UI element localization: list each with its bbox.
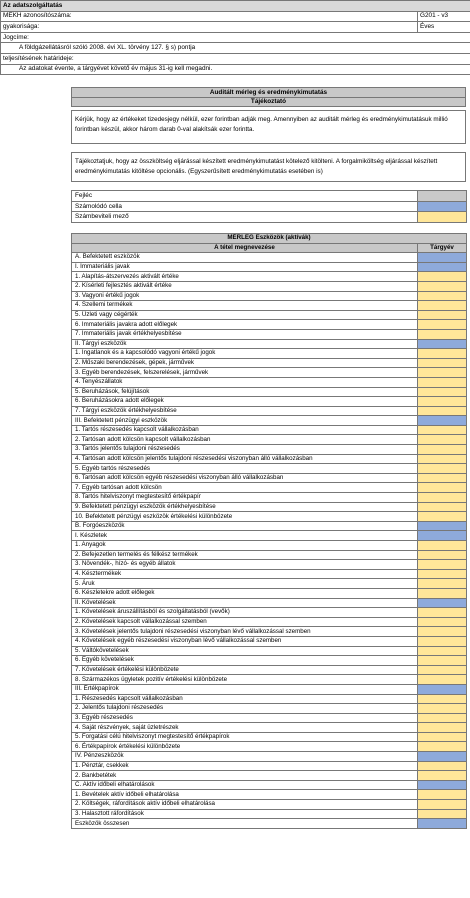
row-label: 3. Halasztott ráfordítások [72,809,418,819]
input-cell[interactable] [418,732,467,742]
row-label: 3. Tartós jelentős tulajdoni részesedés [72,445,418,455]
row-label: 4. Tenyészállatok [72,377,418,387]
row-label: 1. Anyagok [72,541,418,551]
input-cell[interactable] [418,646,467,656]
input-cell[interactable] [418,387,467,397]
table-row [72,320,467,330]
input-cell[interactable] [418,502,467,512]
deadline-label: teljesítésének határideje: [1,53,470,64]
table-row [72,780,467,790]
table-row [72,387,467,397]
input-cell[interactable] [418,636,467,646]
table-row [72,454,467,464]
table-row [72,732,467,742]
table-row [72,464,467,474]
info-paragraph-units: Kérjük, hogy az értékeket tizedesjegy nélkül, ezer forintban adják meg. Amennyiben az auditált mérleg és eredménykimutatásuk millió forintban készül, akkor három darab 0-val alakítsák ezer forintta. [75,116,448,133]
row-label: 2. Bankbetétek [72,771,418,781]
row-label: I. Készletek [72,531,418,541]
input-cell[interactable] [418,579,467,589]
input-cell[interactable] [418,329,467,339]
input-cell[interactable] [418,464,467,474]
row-label: 1. Ingatlanok és a kapcsolódó vagyoni értékű jogok [72,349,418,359]
info-box-method [71,152,466,182]
input-cell[interactable] [418,425,467,435]
table-row [72,291,467,301]
computed-cell [418,598,467,608]
row-label: 5. Üzleti vagy cégérték [72,310,418,320]
input-cell[interactable] [418,560,467,570]
input-cell[interactable] [418,541,467,551]
input-cell[interactable] [418,445,467,455]
input-cell[interactable] [418,550,467,560]
table-row [72,416,467,426]
table-row [72,473,467,483]
table-title: MÉRLEG Eszközök (aktívák) [72,234,467,244]
table-row [72,694,467,704]
row-label: 5. Beruházások, felújítások [72,387,418,397]
row-label: 2. Költségek, ráfordítások aktív időbeli elhatárolása [72,800,418,810]
computed-cell [418,684,467,694]
computed-cell [418,253,467,263]
input-cell[interactable] [418,608,467,618]
legend-computed-swatch [418,201,467,212]
input-cell[interactable] [418,665,467,675]
row-label: 3. Egyéb berendezések, felszerelések, járművek [72,368,418,378]
computed-cell [418,752,467,762]
input-cell[interactable] [418,569,467,579]
header-title: Az adatszolgáltatás [1,1,470,12]
info-paragraph-method: Tájékoztatjuk, hogy az összköltség eljárással készített eredménykimutatást kötelező kitölteni. A forgalmiköltség eljárással készített eredménykimutatás kitöltése opcionális. (Egyszerűsített eredménykimutatás esetében is) [75,158,438,175]
header-table [0,0,470,75]
row-label: A. Befektetett eszközök [72,253,418,263]
table-row [72,531,467,541]
row-label: 5. Áruk [72,579,418,589]
row-label: 1. Bevételek aktív időbeli elhatárolása [72,790,418,800]
table-row [72,272,467,282]
input-cell[interactable] [418,790,467,800]
table-row [72,675,467,685]
row-label: 1. Pénztár, csekkek [72,761,418,771]
table-row [72,262,467,272]
table-row [72,771,467,781]
legend-input-label: Számbeviteli mező [72,212,418,223]
input-cell[interactable] [418,809,467,819]
row-label: 10. Befektetett pénzügyi eszközök értékelési különbözete [72,512,418,522]
row-label: 4. Szellemi termékek [72,301,418,311]
input-cell[interactable] [418,397,467,407]
table-row [72,665,467,675]
table-row [72,809,467,819]
row-label: 2. Tartósan adott kölcsön kapcsolt vállalkozásban [72,435,418,445]
table-row [72,253,467,263]
section-header [71,87,466,107]
row-label: I. Immateriális javak [72,262,418,272]
row-label: 5. Egyéb tartós részesedés [72,464,418,474]
input-cell[interactable] [418,694,467,704]
mekh-id-label: MEKH azonosítószáma: [1,11,418,22]
column-header-value: Tárgyév [418,243,467,253]
row-label: 3. Növendék-, hízó- és egyéb állatok [72,560,418,570]
input-cell[interactable] [418,291,467,301]
row-label: 7. Tárgyi eszközök értékhelyesbítése [72,406,418,416]
legend-input-swatch [418,212,467,223]
table-row [72,819,467,829]
input-cell[interactable] [418,310,467,320]
table-row [72,598,467,608]
table-row [72,425,467,435]
input-cell[interactable] [418,368,467,378]
row-label: II. Követelések [72,598,418,608]
row-label: 6. Beruházásokra adott előlegek [72,397,418,407]
table-row [72,445,467,455]
legal-basis-label: Jogcíme: [1,32,470,43]
row-label: 3. Követelések jelentős tulajdoni részesedési viszonyban lévő vállalkozással szemben [72,627,418,637]
table-row [72,656,467,666]
legend-computed-label: Számolódó cella [72,201,418,212]
row-label: 2. Kísérleti fejlesztés aktivált értéke [72,281,418,291]
table-row [72,483,467,493]
table-row [72,800,467,810]
input-cell[interactable] [418,771,467,781]
input-cell[interactable] [418,406,467,416]
row-label: 8. Származékos ügyletek pozitív értékelési különbözete [72,675,418,685]
table-row [72,406,467,416]
input-cell[interactable] [418,349,467,359]
section-subtitle: Tájékoztató [72,97,466,107]
row-label: 9. Befektetett pénzügyi eszközök értékhelyesbítése [72,502,418,512]
row-label: 2. Követelések kapcsolt vállalkozással szemben [72,617,418,627]
input-cell[interactable] [418,358,467,368]
computed-cell [418,780,467,790]
input-cell[interactable] [418,301,467,311]
row-label: 4. Tartósan adott kölcsön jelentős tulajdoni részesedési viszonyban álló vállalkozásban [72,454,418,464]
table-row [72,761,467,771]
table-row [72,636,467,646]
row-label: Eszközök összesen [72,819,418,829]
table-row [72,493,467,503]
row-label: 5. Váltókövetelések [72,646,418,656]
row-label: 6. Egyéb követelések [72,656,418,666]
input-cell[interactable] [418,483,467,493]
table-row [72,541,467,551]
row-label: 7. Követelések értékelési különbözete [72,665,418,675]
table-row [72,512,467,522]
row-label: 6. Tartósan adott kölcsön egyéb részesedési viszonyban álló vállalkozásban [72,473,418,483]
computed-cell [418,531,467,541]
input-cell[interactable] [418,377,467,387]
table-row [72,550,467,560]
table-row [72,752,467,762]
table-row [72,704,467,714]
row-label: 2. Jelentős tulajdoni részesedés [72,704,418,714]
table-row [72,617,467,627]
row-label: III. Értékpapírok [72,684,418,694]
table-row [72,368,467,378]
table-row [72,301,467,311]
table-row [72,521,467,531]
legend-header-swatch [418,191,467,202]
row-label: 1. Alapítás-átszervezés aktivált értéke [72,272,418,282]
legend [71,190,467,223]
table-row [72,790,467,800]
computed-cell [418,262,467,272]
table-row [72,646,467,656]
row-label: 4. Késztermékek [72,569,418,579]
input-cell[interactable] [418,742,467,752]
info-box-units [71,110,466,144]
row-label: 7. Immateriális javak értékhelyesbítése [72,329,418,339]
table-row [72,742,467,752]
row-label: 6. Értékpapírok értékelési különbözete [72,742,418,752]
row-label: III. Befektetett pénzügyi eszközök [72,416,418,426]
legal-basis-text: A földgázellátásról szóló 2008. évi XL. törvény 127. § s) pontja [1,43,470,54]
computed-cell [418,339,467,349]
input-cell[interactable] [418,713,467,723]
row-label: II. Tárgyi eszközök [72,339,418,349]
table-row [72,608,467,618]
input-cell[interactable] [418,617,467,627]
table-row [72,349,467,359]
row-label: 6. Készletekre adott előlegek [72,588,418,598]
input-cell[interactable] [418,588,467,598]
balance-sheet-table [71,233,467,829]
table-row [72,569,467,579]
table-row [72,310,467,320]
legend-header-label: Fejléc [72,191,418,202]
table-row [72,281,467,291]
input-cell[interactable] [418,435,467,445]
input-cell[interactable] [418,761,467,771]
input-cell[interactable] [418,704,467,714]
mekh-id-value: G201 - v3 [418,11,470,22]
row-label: 4. Saját részvények, saját üzletrészek [72,723,418,733]
input-cell[interactable] [418,281,467,291]
frequency-value: Éves [418,22,470,33]
input-cell[interactable] [418,627,467,637]
input-cell[interactable] [418,320,467,330]
row-label: 8. Tartós hitelviszonyt megtestesítő értékpapír [72,493,418,503]
table-row [72,377,467,387]
row-label: 3. Egyéb részesedés [72,713,418,723]
table-row [72,713,467,723]
table-row [72,358,467,368]
row-label: 2. Műszaki berendezések, gépek, járművek [72,358,418,368]
table-row [72,502,467,512]
row-label: 6. Immateriális javakra adott előlegek [72,320,418,330]
row-label: 1. Részesedés kapcsolt vállalkozásban [72,694,418,704]
row-label: 1. Követelések áruszállításból és szolgáltatásból (vevők) [72,608,418,618]
input-cell[interactable] [418,723,467,733]
table-row [72,329,467,339]
row-label: 1. Tartós részesedés kapcsolt vállalkozásban [72,425,418,435]
table-row [72,435,467,445]
table-row [72,560,467,570]
section-title: Auditált mérleg és eredménykimutatás [72,88,466,98]
computed-cell [418,416,467,426]
row-label: 2. Befejezetlen termelés és félkész termékek [72,550,418,560]
computed-cell [418,819,467,829]
input-cell[interactable] [418,512,467,522]
frequency-label: gyakorisága: [1,22,418,33]
input-cell[interactable] [418,800,467,810]
input-cell[interactable] [418,675,467,685]
input-cell[interactable] [418,454,467,464]
table-row [72,397,467,407]
row-label: 3. Vagyoni értékű jogok [72,291,418,301]
deadline-text: Az adatokat évente, a tárgyévet követő év május 31-ig kell megadni. [1,64,470,75]
input-cell[interactable] [418,656,467,666]
table-row [72,723,467,733]
table-row [72,579,467,589]
row-label: B. Forgóeszközök [72,521,418,531]
input-cell[interactable] [418,473,467,483]
row-label: 4. Követelések egyéb részesedési viszonyban lévő vállalkozással szemben [72,636,418,646]
table-row [72,339,467,349]
row-label: 7. Egyéb tartósan adott kölcsön [72,483,418,493]
table-row [72,684,467,694]
table-row [72,627,467,637]
computed-cell [418,521,467,531]
input-cell[interactable] [418,272,467,282]
row-label: C. Aktív időbeli elhatárolások [72,780,418,790]
row-label: 5. Forgatási célú hitelviszonyt megtestesítő értékpapírok [72,732,418,742]
column-header-name: A tétel megnevezése [72,243,418,253]
input-cell[interactable] [418,493,467,503]
row-label: IV. Pénzeszközök [72,752,418,762]
table-row [72,588,467,598]
